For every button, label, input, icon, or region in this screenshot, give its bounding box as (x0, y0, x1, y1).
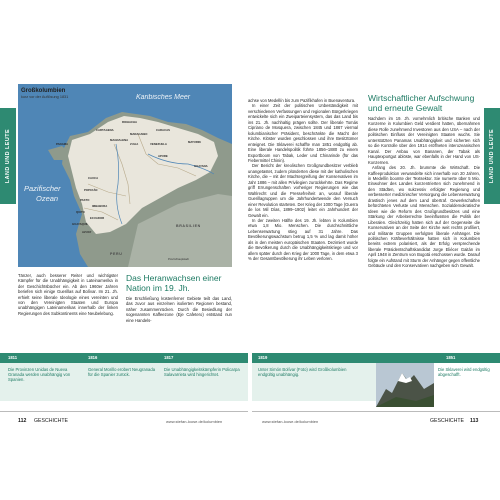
map-place: VENEZUELA (150, 142, 167, 146)
timeline-text: Die Sklaverei wird endgültig abgeschafft. (438, 367, 490, 378)
map-place: AZUAY (82, 230, 92, 234)
footer-url-right: www.stefan-loose.de/kolumbien (262, 419, 319, 424)
map-place: MAGDALENA (110, 138, 129, 142)
timeline-text: Unter Simón Bolívar (Foto) wird Großkolumbien endgültig unabhängig. (258, 367, 347, 378)
timeline-year: 1811 (8, 355, 18, 360)
paragraph: In einer Zeit der politischen Unbeständigkeit mit verschiedenen Verfassungen und regionalen Bürgerkriegen entwickelte sich ein Zweiparteiensystem, das das Land bis ins 21. Jh. nachhaltig prägen sollte. Der liberale Tomás Cipriano de Mosquera, zwischen 1845 und 1867 viermal kolumbianischer Präsident, beschränkte die Macht der Kirche. Klöster wurden geschlossen und ihre Besitztümer enteignet. Die Sklaverei schaffte man 1851 endgültig ab. Eine liberale Handelspolitik führte 1856–1880 zu einem Exportboom von Tabak, Leder und Chinarinde (für das Fiebermittel Chinin). (248, 103, 358, 163)
page-number-right: 113 (470, 418, 479, 424)
map-place: QUITO (76, 210, 85, 214)
map-label-pacific-2: Ozean (36, 194, 59, 203)
section-text-19th-century: Die Erschließung küstenferner Gebiete teilt das Land, das zuvor aus einzelnen isolierten Regionen bestand, näher zusammenrücken. Durch die Besiedlung der sogenannten Kaffeezone (Eje Cafetero) entstand nun eine Handels- (126, 296, 232, 323)
map-legend-capitals: Provinzhauptstadt (168, 258, 189, 261)
map-country: BRASILIEN (176, 224, 201, 228)
timeline-bar-right (252, 353, 500, 363)
footer-section-right: GESCHICHTE (430, 418, 465, 424)
mountain-photo (376, 363, 434, 407)
map-place: IMBABURA (92, 204, 108, 208)
text-column-4 (368, 116, 480, 346)
historical-map (18, 84, 232, 267)
paragraph: Anfang des 20. Jh. brummte die Wirtschaft. Die Kaffeeproduktion verwandelte sich innerhalb von 20 Jahren, in Medellín boomte der Textsektor. Sie numerte über 5 Mio. Einwohner des Landes konzentrierten sich zunehmend in den Städten, wo sukzessiv erfolgter Regierung und verbesserter medizinischer Versorgung die Lebenserwartung drastisch jenes auf dem Land übertraf. Gewerkschaften befürchteten Verluste und Menschen. Sozialdemokratische Ideen wie die Reform des Großgrundbesitzes und eine Stärkung der Arbeiterrechte beeinflussten die Politik der Liberalen. Gleichzeitig hatten sich auf der Gegenseite die Konservativen an der Seite der Kirche weit rechts profiliert, und militante Gruppen verfolgten liberale Anhänger. Die politischen Kräfteverhältnisse hatten sich in Kolumbien bereits extrem polarisiert, als der Erfolg versprechende liberale Präsidentschaftskandidat Jorge Eliécer Gaitán im April 1948 in Zentrum von Bogotá erschossen wurde. Darauf folgte ein Aufstand mit Sturm der Anhänger gegen öffentliche Gebäude und den Konservativen nachgeben sich Gewalt. (368, 165, 480, 269)
map-place: ECUADOR (90, 216, 105, 220)
map-place: ZULIA (130, 142, 139, 146)
footer-line-right (252, 411, 500, 412)
footer-url-left: www.stefan-loose.de/kolumbien (166, 419, 223, 424)
map-label-pacific-1: Pazifischer (24, 184, 61, 193)
timeline-year: 1819 (258, 355, 268, 360)
map-place: CAUCA (88, 176, 99, 180)
side-tab-right: LAND UND LEUTE (484, 108, 500, 204)
map-place: PASTO (80, 198, 90, 202)
timeline-bar-left (0, 353, 248, 363)
paragraph: In der zweiten Hälfte des 19. Jh. lebten in Kolumbien etwa 1,8 Mio. Menschen. Die durchschnittliche Lebenserwartung stieg auf 31 Jahre. Das Bevölkerungswachstum betrug 1,5 % und lag damit höher als in den meisten europäischen Staaten. Dezimiert wurde die Bevölkerung durch die Unabhängigkeitskriege und vor allem später durch den Krieg der 1000 Tage, in dem etwa 3 % der Gesamtbevölkerung ihr Leben verloren. (248, 217, 358, 262)
map-graphic (18, 84, 232, 267)
map-title: Großkolumbien (21, 88, 66, 94)
paragraph: achse von Medellín bis zum Pazifikhafen in Buenaventura. (248, 98, 356, 103)
timeline-text: Die Provinzen Unidas de Nueva Granada werden unabhängig von Spanien. (8, 367, 71, 383)
timeline-year: 1817 (164, 355, 174, 360)
map-place: MARACAIBO (130, 132, 148, 136)
timeline-text: General Morillo erobert Neugranada für die Spanier zurück. (88, 367, 156, 378)
map-place: GUAYAQUIL (72, 222, 89, 226)
map-subtitle: kurz vor der Auflösung 1831 (21, 95, 69, 99)
section-heading-19th-century: Das Heranwachsen einer Nation im 19. Jh. (126, 273, 222, 293)
page-number-left: 112 (18, 418, 27, 424)
bolivar-caption: Tänzer, auch besserer Reiter und wichtigster Kämpfer für die Unabhängigkeit in Lateinamerika in der Geschichtsbücher ein. Ab den 1960er Jahren beriefen sich einige Guerillas auf Bolívar. Im 21. Jh. erhielt seine liberale Ideologie eines vereinten und von den Vereinigten Staaten und Europa unabhängigen Lateinamerikas innerhalb der linken Regierungen des Subkontinents eine Neubelebung. (18, 273, 118, 316)
section-heading-economy: Wirtschaftlicher Aufschwung und erneute Gewalt (368, 93, 475, 113)
timeline-year: 1851 (446, 355, 456, 360)
map-place: CARACAS (156, 128, 170, 132)
text-column-3 (248, 98, 358, 346)
map-place: APURE (158, 154, 168, 158)
map-place: GUAYANA (194, 164, 208, 168)
map-place: MATURIN (188, 140, 201, 144)
map-place: PANAMA (56, 142, 69, 146)
side-tab-left: LAND UND LEUTE (0, 108, 16, 204)
footer-line-left (0, 411, 248, 412)
map-place: RIOHACHA (122, 120, 138, 124)
paragraph: Der Bericht der kreolischen Großgrundbesitzer verblieb unangetastet, zudem plünderten diese mit der katholischen Kirche, die – mit der Machtergreifung der Konservativen im Jahr 1886 – mit allen Privilegien zurückkehrte. Das Regime griff Errungenschaften vorheriger Regierungen wie das Wahlrecht und die Pressefreiheit an, worauf liberale Guerillagruppen um die Jahrhundertwende den Versuch einer Revolution starteten. Der Krieg der 1000 Tage (Guerra de los Mil Días, 1899–1902) leitet ein Jahrhundert der Gewalt ein. (248, 163, 358, 218)
map-place: CARTAGENA (96, 128, 114, 132)
timeline-year: 1816 (88, 355, 98, 360)
timeline-text: Die Unabhängigkeitskämpferin Policarpa Salavarrieta wird hingerichtet. (164, 367, 240, 378)
footer-section-left: GESCHICHTE (34, 418, 69, 424)
map-label-caribbean: Karibisches Meer (136, 94, 191, 101)
paragraph: Nachdem im 19. Jh. vornehmlich britische Banken und Konzerne in Kolumbien Geld verdient hatten, übernahmen diese Rolle zunehmend Investoren aus den USA – nach der politischen Einfluss der Vereinigten Staaten wuchs. Sie unterstützten Panamas Unabhängigkeit und sicherten sich so die Kontrolle über den 1914 eröffneten interozeanischen Kanal. Der Anbau von Bananen, der Tabak als Hauptexportgut ablöste, war ebenfalls in der Hand von US-Konzernen. (368, 116, 480, 165)
map-country: PERU (110, 252, 123, 256)
map-place: POPAYÁN (84, 188, 98, 192)
